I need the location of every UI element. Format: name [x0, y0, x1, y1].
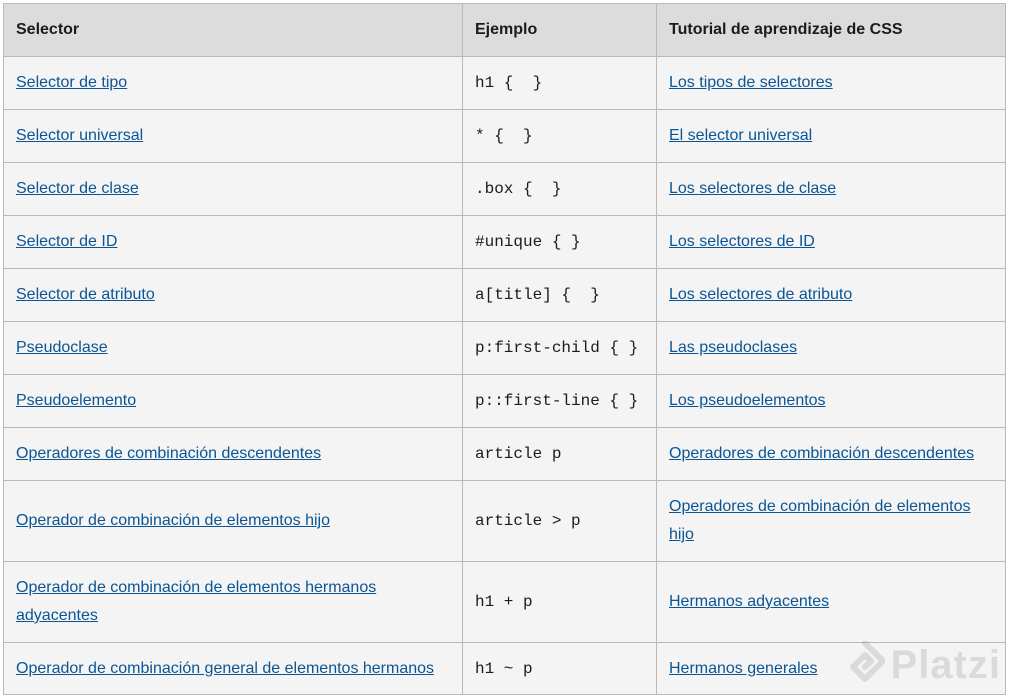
selector-link[interactable]: Operador de combinación de elementos hermanos adyacentes — [16, 579, 377, 624]
selector-link[interactable]: Operador de combinación general de elementos hermanos — [16, 659, 435, 677]
example-cell: a[title] { } — [463, 269, 657, 322]
example-cell: h1 { } — [463, 57, 657, 110]
selector-link[interactable]: Selector de clase — [16, 180, 139, 197]
tutorial-link[interactable]: Las pseudoclases — [669, 339, 798, 356]
table-row — [4, 643, 1006, 695]
table-row — [4, 428, 1006, 481]
tutorial-link[interactable]: El selector universal — [669, 127, 813, 144]
table-row — [4, 481, 1006, 562]
table-row — [4, 163, 1006, 216]
selector-cell — [4, 428, 463, 481]
tutorial-link[interactable]: Hermanos adyacentes — [669, 593, 830, 610]
example-cell: * { } — [463, 110, 657, 163]
selector-link[interactable]: Selector de atributo — [16, 286, 155, 303]
tutorial-link[interactable]: Los selectores de clase — [669, 180, 837, 197]
header-tutorial: Tutorial de aprendizaje de CSS — [657, 4, 1006, 57]
table-row — [4, 110, 1006, 163]
example-cell: h1 ~ p — [463, 643, 657, 695]
tutorial-link[interactable]: Hermanos generales — [669, 659, 818, 677]
table-row — [4, 216, 1006, 269]
selector-cell — [4, 481, 463, 562]
selector-cell — [4, 375, 463, 428]
selector-link[interactable]: Pseudoclase — [16, 339, 108, 356]
tutorial-cell — [657, 481, 1006, 562]
tutorial-link[interactable]: Los pseudoelementos — [669, 392, 826, 409]
tutorial-cell — [657, 110, 1006, 163]
tutorial-cell — [657, 643, 1006, 695]
example-cell: p::first-line { } — [463, 375, 657, 428]
selector-cell — [4, 216, 463, 269]
tutorial-cell — [657, 428, 1006, 481]
selector-link[interactable]: Operadores de combinación descendentes — [16, 445, 322, 462]
selector-link[interactable]: Operador de combinación de elementos hijo — [16, 512, 330, 529]
tutorial-cell — [657, 163, 1006, 216]
example-cell: article p — [463, 428, 657, 481]
table-row — [4, 562, 1006, 643]
table-row — [4, 322, 1006, 375]
header-selector: Selector — [4, 4, 463, 57]
selector-link[interactable]: Selector de ID — [16, 233, 118, 250]
table-header-row — [4, 4, 1006, 57]
example-cell: h1 + p — [463, 562, 657, 643]
tutorial-cell — [657, 57, 1006, 110]
tutorial-cell — [657, 562, 1006, 643]
selector-cell — [4, 562, 463, 643]
table-row — [4, 375, 1006, 428]
selector-link[interactable]: Pseudoelemento — [16, 392, 137, 409]
tutorial-cell — [657, 375, 1006, 428]
selector-cell — [4, 269, 463, 322]
selector-link[interactable]: Selector universal — [16, 127, 144, 144]
selector-cell — [4, 57, 463, 110]
selectors-table — [3, 3, 1006, 695]
header-example: Ejemplo — [463, 4, 657, 57]
table-row — [4, 269, 1006, 322]
selector-cell — [4, 163, 463, 216]
tutorial-cell — [657, 216, 1006, 269]
example-cell: .box { } — [463, 163, 657, 216]
selector-cell — [4, 110, 463, 163]
tutorial-link[interactable]: Los selectores de atributo — [669, 286, 853, 303]
tutorial-link[interactable]: Operadores de combinación descendentes — [669, 445, 975, 462]
table-row — [4, 57, 1006, 110]
tutorial-link[interactable]: Los tipos de selectores — [669, 74, 833, 91]
example-cell: article > p — [463, 481, 657, 562]
example-cell: #unique { } — [463, 216, 657, 269]
example-cell: p:first-child { } — [463, 322, 657, 375]
tutorial-cell — [657, 269, 1006, 322]
tutorial-link[interactable]: Los selectores de ID — [669, 233, 815, 250]
selector-link[interactable]: Selector de tipo — [16, 74, 128, 91]
tutorial-link[interactable]: Operadores de combinación de elementos hijo — [669, 498, 971, 543]
tutorial-cell — [657, 322, 1006, 375]
selector-cell — [4, 322, 463, 375]
selector-cell — [4, 643, 463, 695]
